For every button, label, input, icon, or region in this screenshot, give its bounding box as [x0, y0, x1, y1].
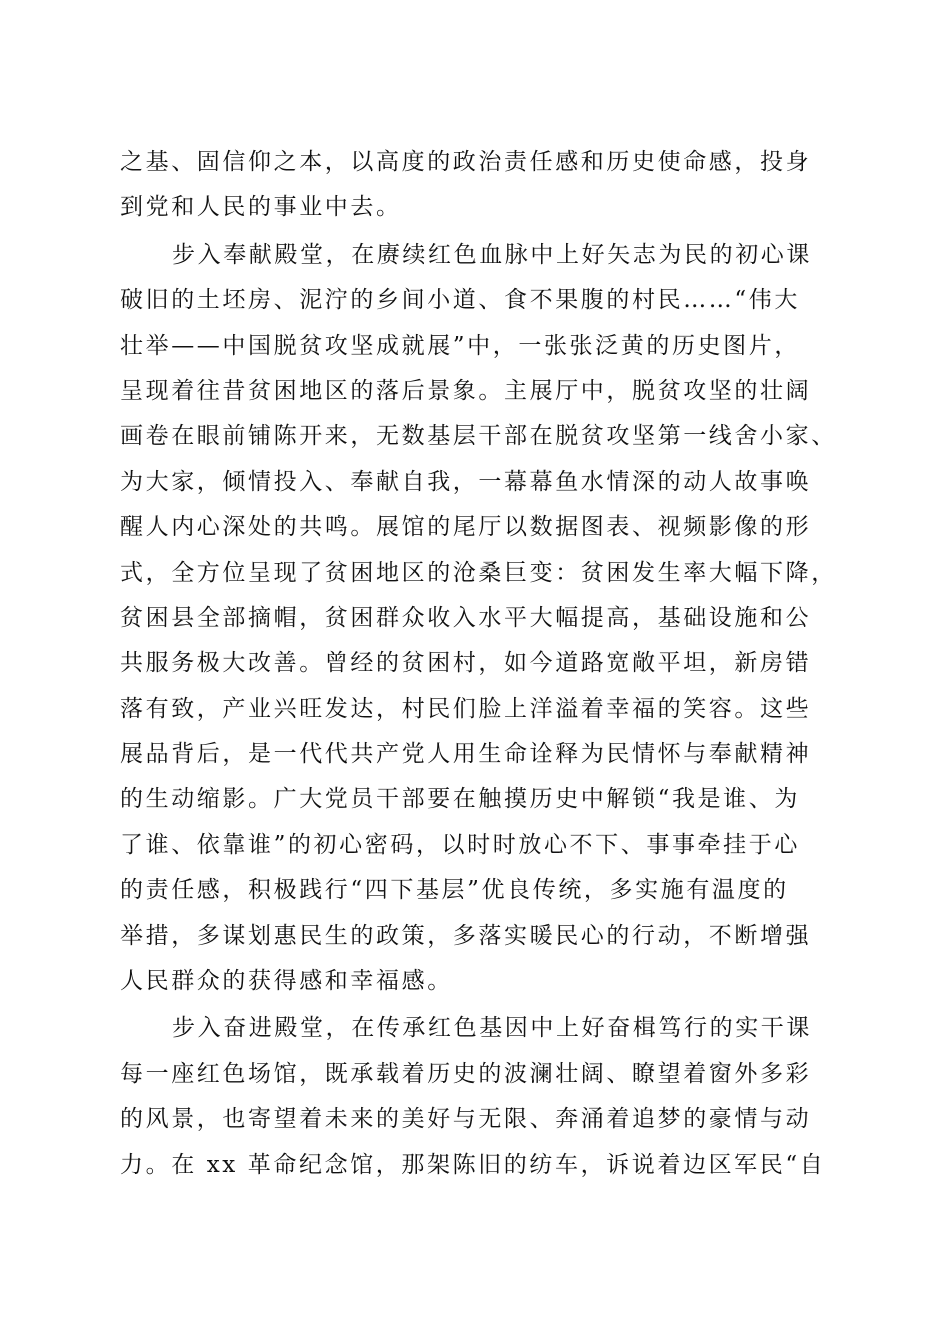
- text-line: 呈现着往昔贫困地区的落后景象。主展厅中，脱贫攻坚的壮阔: [120, 377, 812, 404]
- text-line: 共服务极大改善。曾经的贫困村，如今道路宽敞平坦，新房错: [120, 650, 812, 677]
- text-line: 画卷在眼前铺陈开来，无数基层干部在脱贫攻坚第一线舍小家、: [120, 423, 837, 450]
- section-heading-striving: 步入奋进殿堂，在传承红色基因中上好奋楫笃行的实干课: [172, 1015, 812, 1042]
- text-line: 破旧的土坯房、泥泞的乡间小道、食不果腹的村民……“伟大: [120, 287, 800, 314]
- body-text: [120, 140, 837, 1188]
- text-line: 的生动缩影。广大党员干部要在触摸历史中解锁“我是谁、为: [120, 786, 800, 813]
- text-line: 壮举——中国脱贫攻坚成就展”中，一张张泛黄的历史图片，: [120, 332, 800, 359]
- text-line: 贫困县全部摘帽，贫困群众收入水平大幅提高，基础设施和公: [120, 604, 812, 631]
- text-line: 醒人内心深处的共鸣。展馆的尾厅以数据图表、视频影像的形: [120, 514, 812, 541]
- section-heading-dedication: 步入奉献殿堂，在赓续红色血脉中上好矢志为民的初心课: [172, 241, 812, 268]
- text-line: 为大家，倾情投入、奉献自我，一幕幕鱼水情深的动人故事唤: [120, 468, 812, 495]
- text-line: 的风景，也寄望着未来的美好与无限、奔涌着追梦的豪情与动: [120, 1106, 812, 1133]
- text-line: 到党和人民的事业中去。: [120, 194, 402, 221]
- text-line: 展品背后，是一代代共产党人用生命诠释为民情怀与奉献精神: [120, 741, 812, 768]
- text-line: 力。在 xx 革命纪念馆，那架陈旧的纺车，诉说着边区军民“自: [120, 1151, 826, 1178]
- text-line: 的责任感，积极践行“四下基层”优良传统，多实施有温度的: [120, 877, 789, 904]
- text-line: 了谁、依靠谁”的初心密码，以时时放心不下、事事牵挂于心: [120, 831, 800, 858]
- text-line: 落有致，产业兴旺发达，村民们脸上洋溢着幸福的笑容。这些: [120, 695, 812, 722]
- text-line: 式，全方位呈现了贫困地区的沧桑巨变：贫困发生率大幅下降，: [120, 559, 837, 586]
- text-line: 举措，多谋划惠民生的政策，多落实暖民心的行动，不断增强: [120, 922, 812, 949]
- text-line: 每一座红色场馆，既承载着历史的波澜壮阔、瞭望着窗外多彩: [120, 1060, 812, 1087]
- text-line: 人民群众的获得感和幸福感。: [120, 968, 453, 995]
- text-line: 之基、固信仰之本，以高度的政治责任感和历史使命感，投身: [120, 149, 812, 175]
